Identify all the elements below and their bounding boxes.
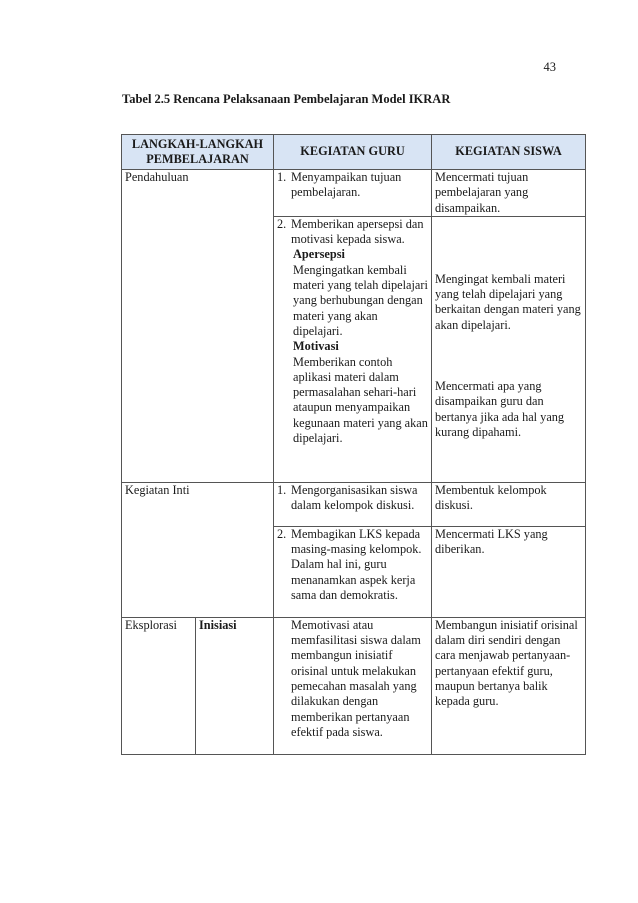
table-row (122, 170, 586, 217)
table-header-row (122, 135, 586, 170)
table-row (122, 482, 586, 526)
guru-text: Menyampaikan tujuan pembelajaran. (291, 170, 402, 200)
siswa-cell: Mencermati LKS yang diberikan. (432, 526, 586, 617)
apersepsi-siswa-text: Mengingat kembali materi yang telah dipelajari yang berkaitan dengan materi yang akan dipelajari. (435, 271, 581, 332)
item-number: 1. (277, 170, 287, 184)
apersepsi-heading: Apersepsi (293, 247, 345, 262)
motivasi-heading: Motivasi (293, 339, 339, 354)
stage-eksplorasi: Eksplorasi (122, 617, 196, 754)
stage-kegiatan-inti: Kegiatan Inti (122, 482, 274, 617)
guru-cell (274, 482, 432, 526)
motivasi-guru-text: Memberikan contoh aplikasi materi dalam permasalahan sehari-hari ataupun menyampaikan kegunaan materi yang akan dipelajari. (293, 354, 428, 446)
guru-cell (274, 216, 432, 482)
item-number: 1. (277, 482, 287, 497)
table-row (122, 617, 586, 754)
guru-text: Memberikan apersepsi dan motivasi kepada siswa. (291, 216, 424, 247)
guru-text: Memotivasi atau memfasilitasi siswa dalam membangun inisiatif orisinal untuk melakukan pemecahan masalah yang dilakukan dengan memberikan pertanyaan efektif pada siswa. (291, 617, 421, 739)
siswa-cell (432, 216, 586, 482)
siswa-cell: Membentuk kelompok diskusi. (432, 482, 586, 526)
apersepsi-guru-text: Mengingatkan kembali materi yang telah dipelajari yang berhubungan dengan materi yang akan dipelajari. (293, 262, 428, 338)
guru-cell (274, 617, 432, 754)
header-kegiatan-siswa: KEGIATAN SISWA (432, 135, 586, 170)
motivasi-siswa-text: Mencermati apa yang disampaikan guru dan bertanya jika ada hal yang kurang dipahami. (435, 379, 565, 439)
item-number: 2. (277, 526, 287, 541)
guru-cell (274, 526, 432, 617)
siswa-cell: Mencermati tujuan pembelajaran yang disampaikan. (432, 170, 586, 217)
guru-text: Mengorganisasikan siswa dalam kelompok diskusi. (291, 482, 418, 513)
guru-text: Membagikan LKS kepada masing-masing kelompok. Dalam hal ini, guru menanamkan aspek kerja sama dan demokratis. (291, 526, 422, 603)
header-kegiatan-guru: KEGIATAN GURU (274, 135, 432, 170)
guru-cell (274, 170, 432, 217)
lesson-plan-table (121, 134, 586, 755)
table-caption: Tabel 2.5 Rencana Pelaksanaan Pembelajaran Model IKRAR (122, 92, 451, 106)
page-number: 43 (543, 60, 556, 74)
siswa-cell: Membangun inisiatif orisinal dalam diri sendiri dengan cara menjawab pertanyaan-pertanyaan efektif guru, maupun bertanya balik kepada guru. (432, 617, 586, 754)
stage-pendahuluan: Pendahuluan (122, 170, 274, 483)
header-langkah: LANGKAH-LANGKAH PEMBELAJARAN (122, 135, 274, 170)
sub-stage-inisiasi: Inisiasi (196, 617, 274, 754)
item-number: 2. (277, 216, 287, 231)
